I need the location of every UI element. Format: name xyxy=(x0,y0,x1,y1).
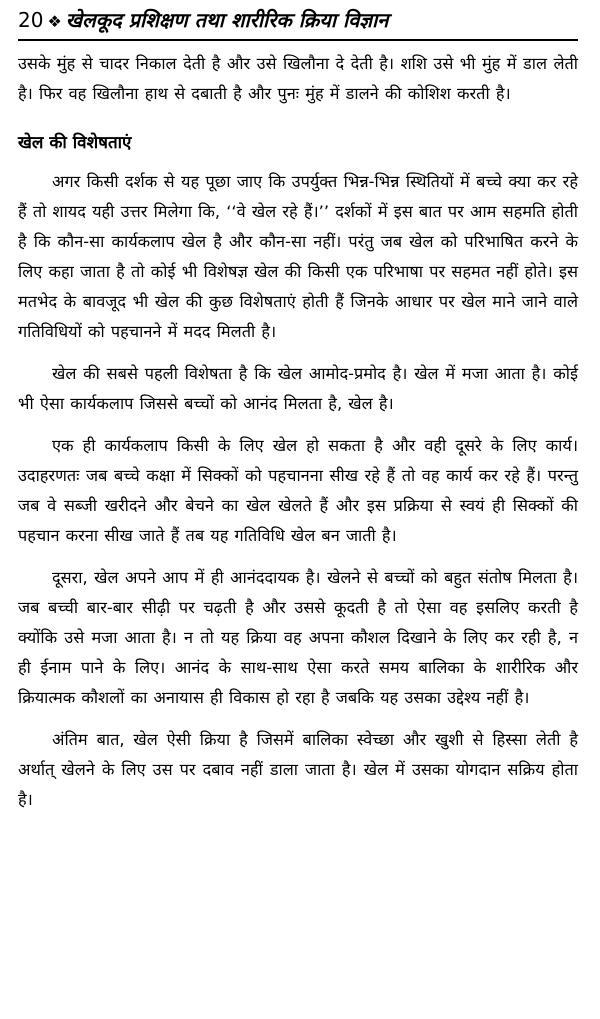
ornament-icon: ❖ xyxy=(47,12,62,31)
page-number: 20 xyxy=(18,8,44,32)
running-header xyxy=(18,6,578,36)
header-rule xyxy=(18,39,578,41)
body-paragraph: दूसरा, खेल अपने आप में ही आनंददायक है। खेलने से बच्चों को बहुत संतोष मिलता है। जब बच्ची बार-बार सीढ़ी पर चढ़ती है और उससे कूदती है तो ऐसा वह इसलिए करती है क्योंकि उसे मजा आता है। न तो यह क्रिया वह अपना कौशल दिखाने के लिए कर रही है, न ही ईनाम पाने के लिए। आनंद के साथ-साथ ऐसा करते समय बालिका के शारीरिक और क्रियात्मक कौशलों का अनायास ही विकास हो रहा है जबकि यह उसका उद्देश्य नहीं है। xyxy=(18,568,578,707)
body-paragraph: एक ही कार्यकलाप किसी के लिए खेल हो सकता है और वही दूसरे के लिए कार्य। उदाहरणतः जब बच्चे कक्षा में सिक्कों को पहचानना सीख रहे हैं तो वह कार्य कर रहे हैं। परन्तु जब वे सब्जी खरीदने और बेचने का खेल खेलते हैं और इस प्रक्रिया से स्वयं ही सिक्कों की पहचान करना सीख जाते हैं तब यह गतिविधि खेल बन जाती है। xyxy=(18,436,578,545)
body-paragraph: अगर किसी दर्शक से यह पूछा जाए कि उपर्युक्त भिन्न-भिन्न स्थितियों में बच्चे क्या कर रहे हैं तो शायद यही उत्तर मिलेगा कि, ‘‘वे खेल रहे हैं।’’ दर्शकों में इस बात पर आम सहमति होती है कि कौन-सा कार्यकलाप खेल है और कौन-सा नहीं। परंतु जब खेल को परिभाषित करने के लिए कहा जाता है तो कोई भी विशेषज्ञ खेल की किसी एक परिभाषा पर सहमत नहीं होते। इस मतभेद के बावजूद भी खेल की कुछ विशेषताएं होती हैं जिनके आधार पर खेल माने जाने वाले गतिविधियों को पहचानने में मदद मिलती है। xyxy=(18,172,578,341)
body-paragraph: अंतिम बात, खेल ऐसी क्रिया है जिसमें बालिका स्वेच्छा और खुशी से हिस्सा लेती है अर्थात् खेलने के लिए उस पर दबाव नहीं डाला जाता है। खेल में उसका योगदान सक्रिय होता है। xyxy=(18,730,578,809)
intro-paragraph: उसके मुंह से चादर निकाल देती है और उसे खिलौना दे देती है। शशि उसे भी मुंह में डाल लेती है। फिर वह खिलौना हाथ से दबाती है और पुनः मुंह में डालने की कोशिश करती है। xyxy=(18,54,578,103)
section-heading: खेल की विशेषताएं xyxy=(18,133,132,153)
body-paragraph: खेल की सबसे पहली विशेषता है कि खेल आमोद-प्रमोद है। खेल में मजा आता है। कोई भी ऐसा कार्यकलाप जिससे बच्चों को आनंद मिलता है, खेल है। xyxy=(18,364,578,413)
book-title: खेलकूद प्रशिक्षण तथा शारीरिक क्रिया विज्ञान xyxy=(65,8,389,32)
